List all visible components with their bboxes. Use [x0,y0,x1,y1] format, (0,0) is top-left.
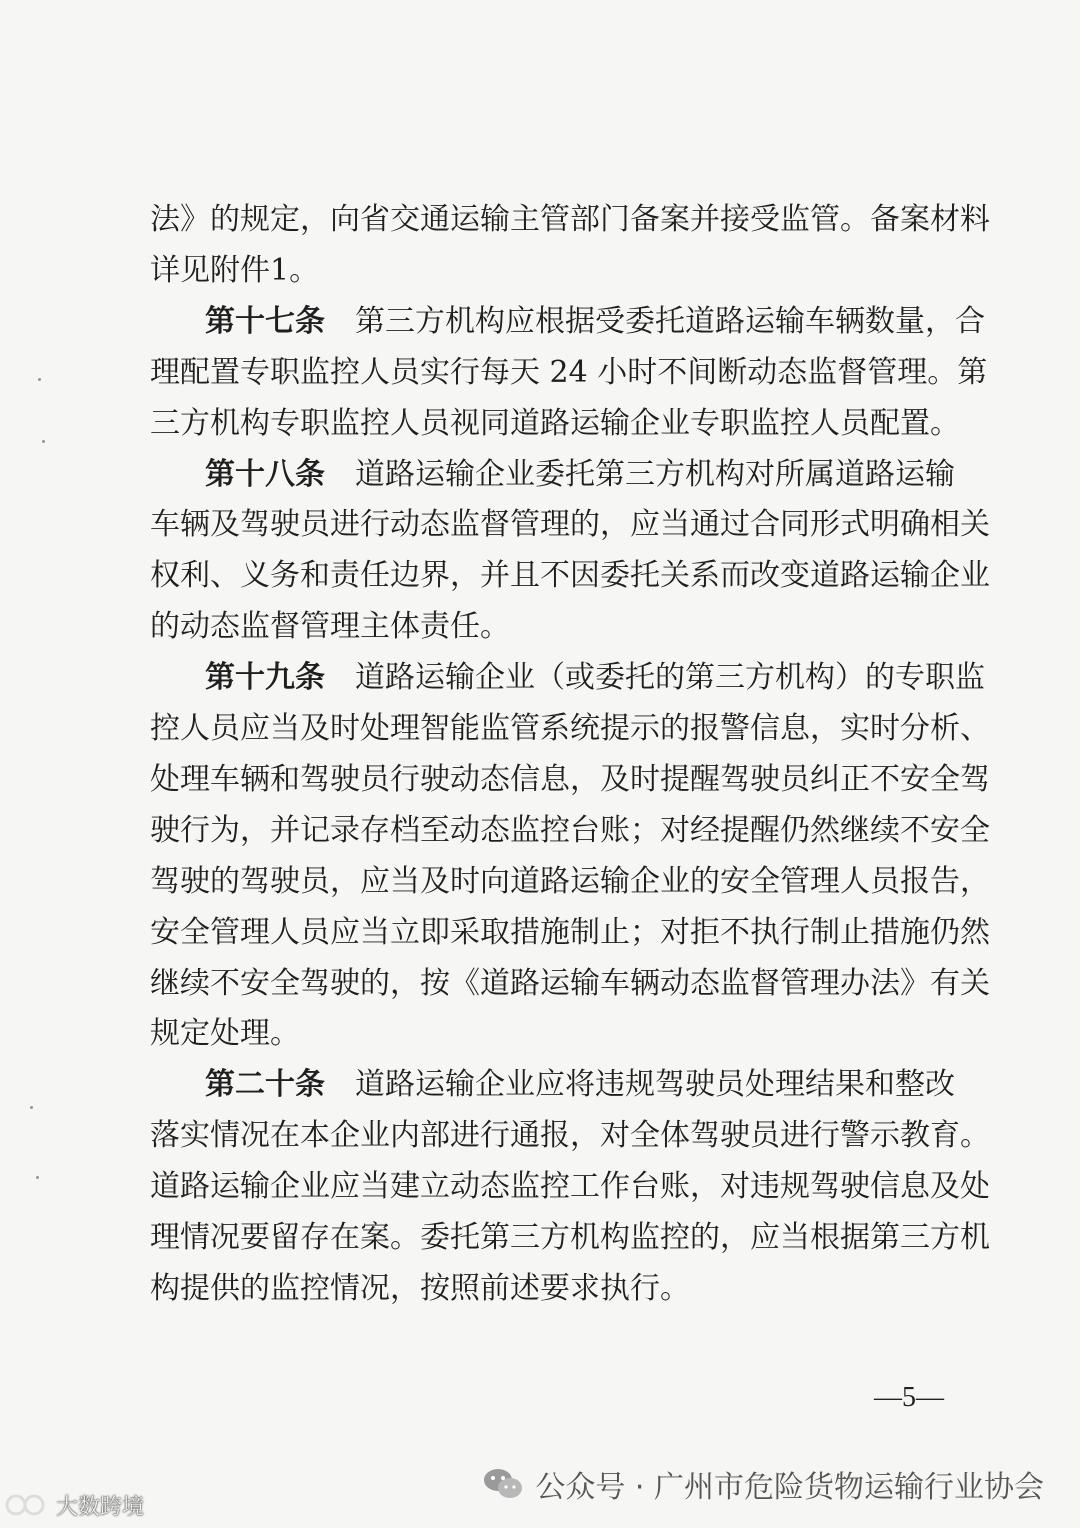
line-text: 落实情况在本企业内部进行通报，对全体驾驶员进行警示教育。 [150,1118,990,1154]
line-text: 道路运输企业委托第三方机构对所属道路运输 [355,456,955,492]
body-line [150,505,990,545]
body-line [150,1218,990,1258]
article-number: 第十八条 [205,456,325,492]
line-text: 第三方机构应根据受委托道路运输车辆数量，合 [355,303,985,339]
line-text: 规定处理。 [150,1016,300,1052]
body-line [150,607,950,647]
article-number: 第十七条 [205,303,325,339]
brand-label: 大数跨境 [56,1494,145,1520]
page-number: —5— [874,1382,944,1413]
line-text: 驶行为，并记录存档至动态监控台账；对经提醒仍然继续不安全 [150,812,990,848]
wechat-watermark [483,1462,1044,1506]
line-text: 三方机构专职监控人员视同道路运输企业专职监控人员配置。 [150,405,960,441]
line-text: 继续不安全驾驶的，按《道路运输车辆动态监督管理办法》有关 [150,965,990,1001]
line-text: 道路运输企业应当建立动态监控工作台账，对违规驾驶信息及处 [150,1169,990,1205]
article-line [205,1065,955,1105]
line-text: 权利、义务和责任边界，并且不因委托关系而改变道路运输企业 [150,558,990,594]
wechat-account-label: 公众号 · 广州市危险货物运输行业协会 [535,1470,1044,1505]
article-number: 第十九条 [205,660,325,696]
body-line [150,404,960,444]
line-text: 构提供的监控情况，按照前述要求执行。 [150,1270,690,1306]
line-text: 的动态监督管理主体责任。 [150,609,510,645]
body-line [150,556,990,596]
line-text: 车辆及驾驶员进行动态监督管理的，应当通过合同形式明确相关 [150,507,990,543]
line-text: 道路运输企业应将违规驾驶员处理结果和整改 [355,1067,955,1103]
body-line [150,1014,950,1054]
wechat-icon [483,1467,523,1501]
body-line [150,913,990,953]
body-line [150,709,990,749]
article-line [205,302,985,342]
body-line [150,353,988,393]
article-number: 第二十条 [205,1067,325,1103]
brand-watermark [4,1488,144,1522]
body-line [150,1167,990,1207]
body-line [150,200,990,240]
body-line [150,1269,950,1309]
body-line [150,811,990,851]
body-line [150,760,990,800]
line-text: 处理车辆和驾驶员行驶动态信息，及时提醒驾驶员纠正不安全驾 [150,761,990,797]
line-text: 道路运输企业（或委托的第三方机构）的专职监 [355,660,985,696]
article-line [205,455,955,495]
line-text: 驾驶的驾驶员，应当及时向道路运输企业的安全管理人员报告， [150,863,990,899]
brand-logo-icon [4,1492,52,1518]
line-text: 安全管理人员应当立即采取措施制止；对拒不执行制止措施仍然 [150,914,990,950]
line-text: 理配置专职监控人员实行每天 24 小时不间断动态监督管理。第 [150,354,988,390]
body-line [150,1116,990,1156]
line-text: 控人员应当及时处理智能监管系统提示的报警信息，实时分析、 [150,711,990,746]
body-line [150,964,990,1004]
body-line [150,862,990,902]
body-line [150,251,950,291]
article-line [205,658,985,698]
line-text: 详见附件1。 [150,252,320,288]
line-text: 法》的规定，向省交通运输主管部门备案并接受监管。备案材料 [150,202,990,237]
line-text: 理情况要留存在案。委托第三方机构监控的，应当根据第三方机 [150,1220,990,1255]
